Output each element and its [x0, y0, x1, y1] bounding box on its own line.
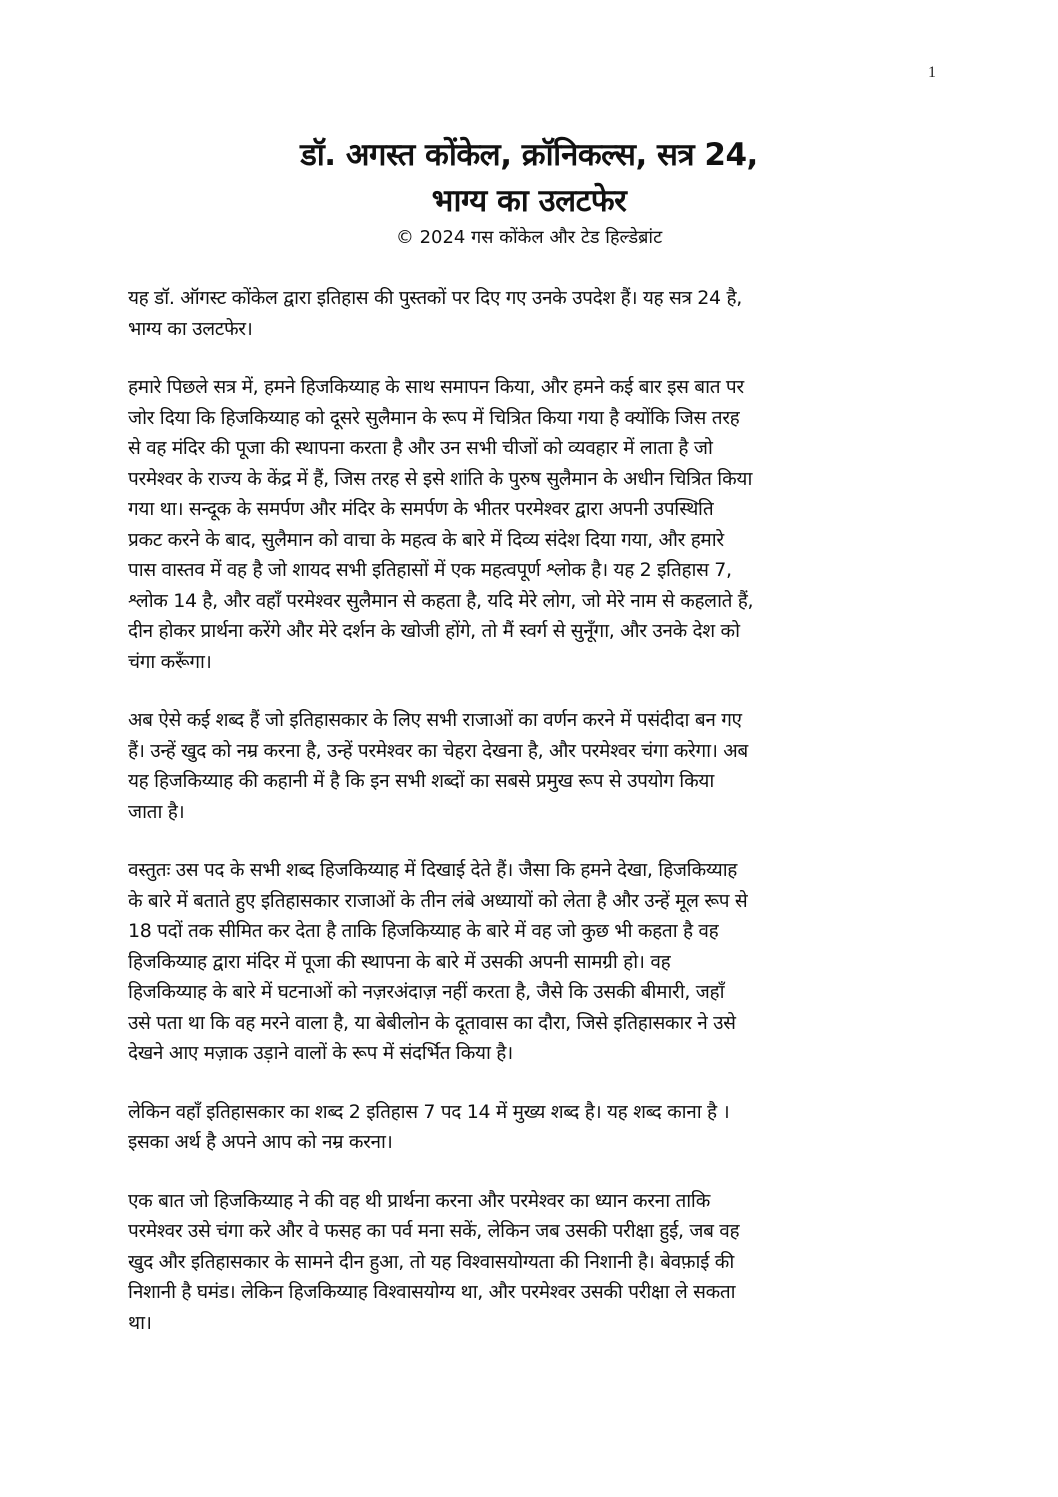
paragraph-previous-session — [128, 372, 938, 677]
text-line: जोर दिया कि हिजकिय्याह को दूसरे सुलैमान के रूप में चित्रित किया गया है क्योंकि जिस तरह — [128, 406, 740, 429]
copyright-notice: © 2024 गस कोंकेल और टेड हिल्डेब्रांट — [395, 227, 663, 248]
document-title-line-2: भाग्य का उलटफेर — [431, 183, 627, 219]
text-line: प्रकट करने के बाद, सुलैमान को वाचा के महत्व के बारे में दिव्य संदेश दिया गया, और हमारे — [128, 528, 724, 551]
text-line: लेकिन वहाँ इतिहासकार का शब्द 2 इतिहास 7 पद 14 में मुख्य शब्द है। यह शब्द काना है । — [128, 1100, 730, 1123]
text-line: जाता है। — [128, 800, 185, 823]
text-line: वस्तुतः उस पद के सभी शब्द हिजकिय्याह में दिखाई देते हैं। जैसा कि हमने देखा, हिजकिय्याह — [128, 859, 738, 881]
text-line: हिजकिय्याह द्वारा मंदिर में पूजा की स्थापना के बारे में उसकी अपनी सामग्री हो। वह — [128, 950, 671, 973]
text-line: हैं। उन्हें खुद को नम्र करना है, उन्हें परमेश्वर का चेहरा देखना है, और परमेश्वर चंगा करेगा। अब — [128, 739, 748, 762]
text-line: के बारे में बताते हुए इतिहासकार राजाओं के तीन लंबे अध्यायों को लेता है और उन्हें मूल रूप से — [128, 889, 748, 912]
text-line: दीन होकर प्रार्थना करेंगे और मेरे दर्शन के खोजी होंगे, तो मैं स्वर्ग से सुनूँगा, और उनके देश को — [128, 620, 740, 642]
text-line: अब ऐसे कई शब्द हैं जो इतिहासकार के लिए सभी राजाओं का वर्णन करने में पसंदीदा बन गए — [128, 709, 742, 731]
paragraph-faithfulness — [128, 1186, 938, 1339]
text-line: हिजकिय्याह के बारे में घटनाओं को नज़रअंदाज़ नहीं करता है, जैसे कि उसकी बीमारी, जहाँ — [128, 981, 725, 1003]
text-line: निशानी है घमंड। लेकिन हिजकिय्याह विश्वासयोग्य था, और परमेश्वर उसकी परीक्षा ले सकता — [128, 1281, 736, 1303]
text-line: पास वास्तव में वह है जो शायद सभी इतिहासों में एक महत्वपूर्ण श्लोक है। यह 2 इतिहास 7, — [128, 559, 732, 581]
text-line: हमारे पिछले सत्र में, हमने हिजकिय्याह के साथ समापन किया, और हमने कई बार इस बात पर — [128, 376, 744, 398]
paragraph-verse-words — [128, 855, 938, 1069]
text-line: 18 पदों तक सीमित कर देता है ताकि हिजकिय्याह के बारे में वह जो कुछ भी कहता है वह — [128, 920, 719, 942]
text-line: एक बात जो हिजकिय्याह ने की वह थी प्रार्थना करना और परमेश्वर का ध्यान करना ताकि — [128, 1189, 711, 1212]
text-line: था। — [128, 1311, 152, 1334]
page-number: 1 — [928, 64, 936, 81]
text-line: भाग्य का उलटफेर। — [128, 317, 253, 340]
paragraph-favorite-words — [128, 705, 938, 827]
text-line: चंगा करूँगा। — [128, 650, 212, 673]
document-body — [128, 283, 938, 1366]
text-line: इसका अर्थ है अपने आप को नम्र करना। — [128, 1131, 393, 1153]
text-line: से वह मंदिर की पूजा की स्थापना करता है और उन सभी चीजों को व्यवहार में लाता है जो — [128, 437, 713, 459]
text-line: खुद और इतिहासकार के सामने दीन हुआ, तो यह विश्वासयोग्यता की निशानी है। बेवफ़ाई की — [128, 1250, 734, 1273]
text-line: गया था। सन्दूक के समर्पण और मंदिर के समर्पण के भीतर परमेश्वर द्वारा अपनी उपस्थिति — [128, 498, 714, 520]
text-line: परमेश्वर उसे चंगा करे और वे फसह का पर्व मना सकें, लेकिन जब उसकी परीक्षा हुई, जब वह — [128, 1220, 740, 1242]
text-line: यह डॉ. ऑगस्ट कोंकेल द्वारा इतिहास की पुस्तकों पर दिए गए उनके उपदेश हैं। यह सत्र 24 है, — [128, 287, 742, 309]
document-header — [0, 132, 1058, 252]
text-line: परमेश्वर के राज्य के केंद्र में हैं, जिस तरह से इसे शांति के पुरुष सुलैमान के अधीन चित्रित किया — [128, 467, 753, 490]
text-line: देखने आए मज़ाक उड़ाने वालों के रूप में संदर्भित किया है। — [128, 1042, 513, 1064]
text-line: श्लोक 14 है, और वहाँ परमेश्वर सुलैमान से कहता है, यदि मेरे लोग, जो मेरे नाम से कहलाते हैं, — [128, 589, 754, 612]
paragraph-key-word — [128, 1097, 938, 1158]
paragraph-intro — [128, 283, 938, 344]
text-line: यह हिजकिय्याह की कहानी में है कि इन सभी शब्दों का सबसे प्रमुख रूप से उपयोग किया — [128, 770, 714, 792]
document-title-line-1: डॉ. अगस्त कोंकेल, क्रॉनिकल्स, सत्र 24, — [300, 137, 758, 173]
text-line: उसे पता था कि वह मरने वाला है, या बेबीलोन के दूतावास का दौरा, जिसे इतिहासकार ने उसे — [128, 1011, 736, 1034]
